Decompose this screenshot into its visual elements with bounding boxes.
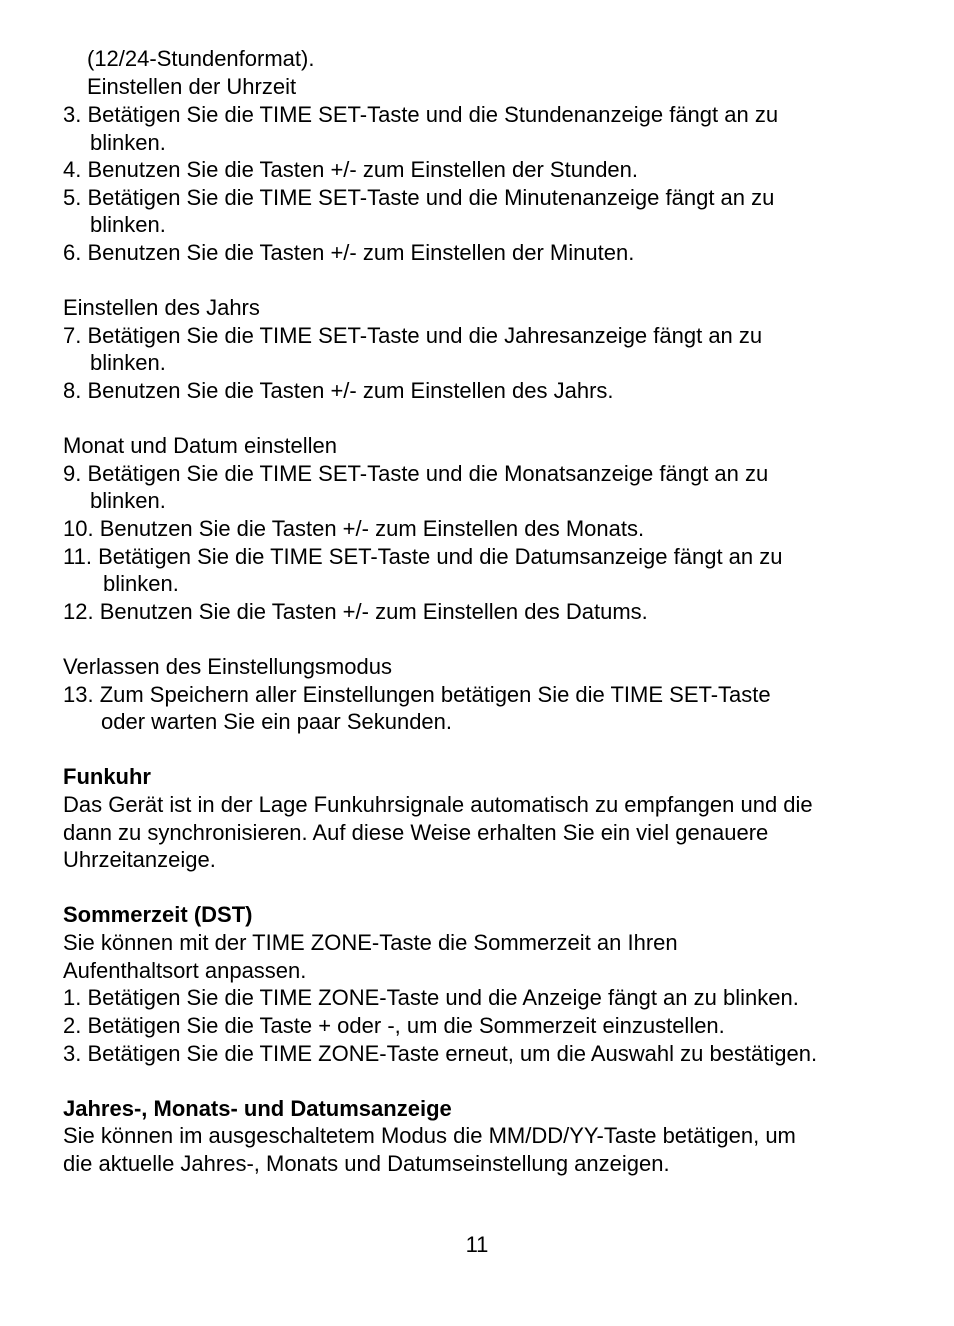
paragraph-line: die aktuelle Jahres-, Monats und Datumseinstellung anzeigen. (63, 1151, 670, 1176)
paragraph-line: Das Gerät ist in der Lage Funkuhrsignale automatisch zu empfangen und die (63, 792, 813, 817)
list-item: 2. Betätigen Sie die Taste + oder -, um die Sommerzeit einzustellen. (63, 1013, 725, 1038)
section-heading-dst: Sommerzeit (DST) (63, 902, 253, 927)
subheading-time: Einstellen der Uhrzeit (87, 74, 297, 99)
list-item: 7. Betätigen Sie die TIME SET-Taste und die Jahresanzeige fängt an zu (63, 323, 763, 348)
text-line: (12/24-Stundenformat). (87, 46, 315, 71)
subheading-exit: Verlassen des Einstellungsmodus (63, 654, 392, 679)
list-item-continuation: blinken. (90, 130, 166, 155)
list-item: 13. Zum Speichern aller Einstellungen betätigen Sie die TIME SET-Taste (63, 682, 771, 707)
paragraph-line: dann zu synchronisieren. Auf diese Weise erhalten Sie ein viel genauere (63, 820, 769, 845)
page-number: 11 (465, 1232, 489, 1257)
list-item-continuation: blinken. (90, 488, 166, 513)
list-item-continuation: blinken. (103, 571, 179, 596)
list-item-continuation: blinken. (90, 212, 166, 237)
paragraph-line: Sie können mit der TIME ZONE-Taste die Sommerzeit an Ihren (63, 930, 678, 955)
list-item: 3. Betätigen Sie die TIME ZONE-Taste erneut, um die Auswahl zu bestätigen. (63, 1041, 818, 1066)
list-item: 8. Benutzen Sie die Tasten +/- zum Einstellen des Jahrs. (63, 378, 614, 403)
list-item-continuation: blinken. (90, 350, 166, 375)
list-item: 1. Betätigen Sie die TIME ZONE-Taste und die Anzeige fängt an zu blinken. (63, 985, 799, 1010)
list-item: 5. Betätigen Sie die TIME SET-Taste und die Minutenanzeige fängt an zu (63, 185, 775, 210)
list-item: 4. Benutzen Sie die Tasten +/- zum Einstellen der Stunden. (63, 157, 639, 182)
paragraph-line: Sie können im ausgeschaltetem Modus die MM/DD/YY-Taste betätigen, um (63, 1123, 796, 1148)
list-item: 9. Betätigen Sie die TIME SET-Taste und die Monatsanzeige fängt an zu (63, 461, 769, 486)
list-item: 11. Betätigen Sie die TIME SET-Taste und die Datumsanzeige fängt an zu (63, 544, 783, 569)
section-heading-date-display: Jahres-, Monats- und Datumsanzeige (63, 1096, 452, 1121)
paragraph-line: Uhrzeitanzeige. (63, 847, 216, 872)
list-item: 10. Benutzen Sie die Tasten +/- zum Einstellen des Monats. (63, 516, 645, 541)
subheading-month-date: Monat und Datum einstellen (63, 433, 337, 458)
subheading-year: Einstellen des Jahrs (63, 295, 260, 320)
paragraph-line: Aufenthaltsort anpassen. (63, 958, 307, 983)
list-item: 6. Benutzen Sie die Tasten +/- zum Einstellen der Minuten. (63, 240, 635, 265)
section-heading-funkuhr: Funkuhr (63, 764, 151, 789)
list-item: 3. Betätigen Sie die TIME SET-Taste und die Stundenanzeige fängt an zu (63, 102, 779, 127)
list-item-continuation: oder warten Sie ein paar Sekunden. (101, 709, 453, 734)
list-item: 12. Benutzen Sie die Tasten +/- zum Einstellen des Datums. (63, 599, 648, 624)
